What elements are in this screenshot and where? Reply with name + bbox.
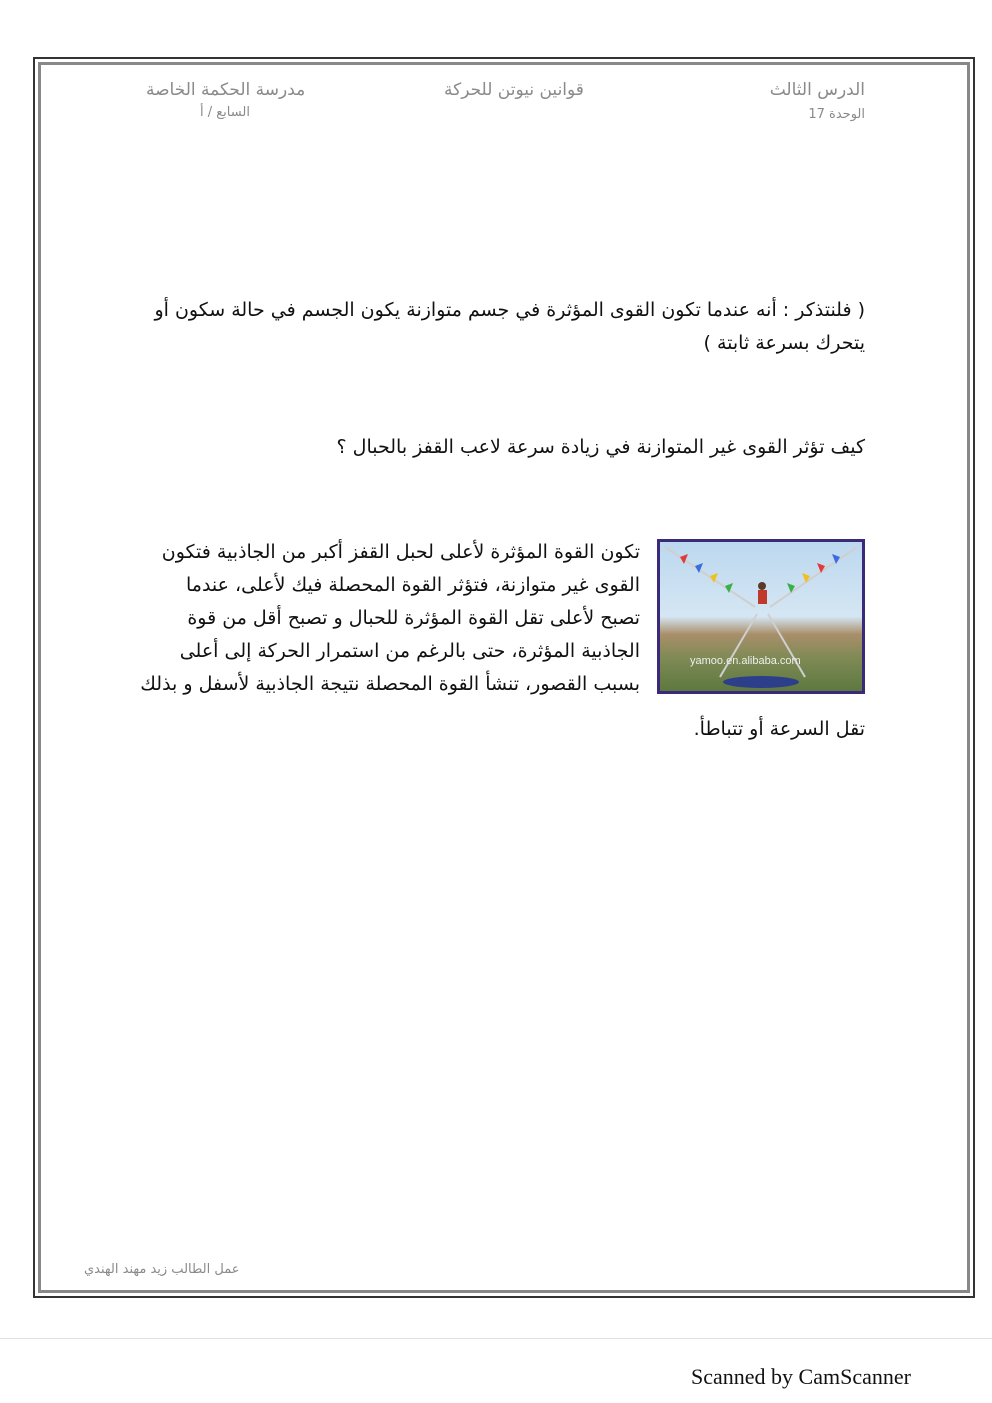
question-text: كيف تؤثر القوى غير المتوازنة في زيادة سرعة لاعب القفز بالحبال ؟ bbox=[336, 436, 865, 458]
lesson-title: الدرس الثالث bbox=[769, 80, 865, 100]
answer-last-line: تقل السرعة أو تتباطأ. bbox=[693, 718, 865, 740]
scan-divider bbox=[0, 1338, 992, 1339]
answer-line: الجاذبية المؤثرة، حتى بالرغم من استمرار الحركة إلى أعلى bbox=[179, 640, 640, 662]
photo-watermark: yamoo.en.alibaba.com bbox=[690, 655, 801, 667]
school-name: مدرسة الحكمة الخاصة bbox=[146, 80, 306, 100]
reminder-line: ( فلنتذكر : أنه عندما تكون القوى المؤثرة في جسم متوازنة يكون الجسم في حالة سكون أو bbox=[154, 299, 865, 321]
reminder-paragraph bbox=[100, 294, 865, 360]
bungee-jump-photo bbox=[657, 539, 865, 694]
answer-line: تصبح لأعلى تقل القوة المؤثرة للحبال و تصبح أقل من قوة bbox=[187, 607, 640, 629]
answer-line: بسبب القصور، تنشأ القوة المحصلة نتيجة الجاذبية لأسفل و بذلك bbox=[140, 673, 640, 695]
bungee-illustration bbox=[660, 542, 862, 691]
grade-label: السابع / أ bbox=[200, 105, 250, 120]
reminder-line: يتحرك بسرعة ثابتة ) bbox=[703, 332, 865, 354]
scanner-credit: Scanned by CamScanner bbox=[691, 1364, 911, 1389]
answer-line: القوى غير متوازنة، فتؤثر القوة المحصلة فيك لأعلى، عندما bbox=[185, 574, 640, 596]
answer-line: تكون القوة المؤثرة لأعلى لحبل القفز أكبر من الجاذبية فتكون bbox=[161, 541, 640, 563]
topic-title: قوانين نيوتن للحركة bbox=[444, 80, 584, 100]
author-credit: عمل الطالب زيد مهند الهندي bbox=[84, 1262, 240, 1277]
unit-label: الوحدة 17 bbox=[808, 107, 865, 122]
answer-paragraph bbox=[100, 536, 640, 701]
